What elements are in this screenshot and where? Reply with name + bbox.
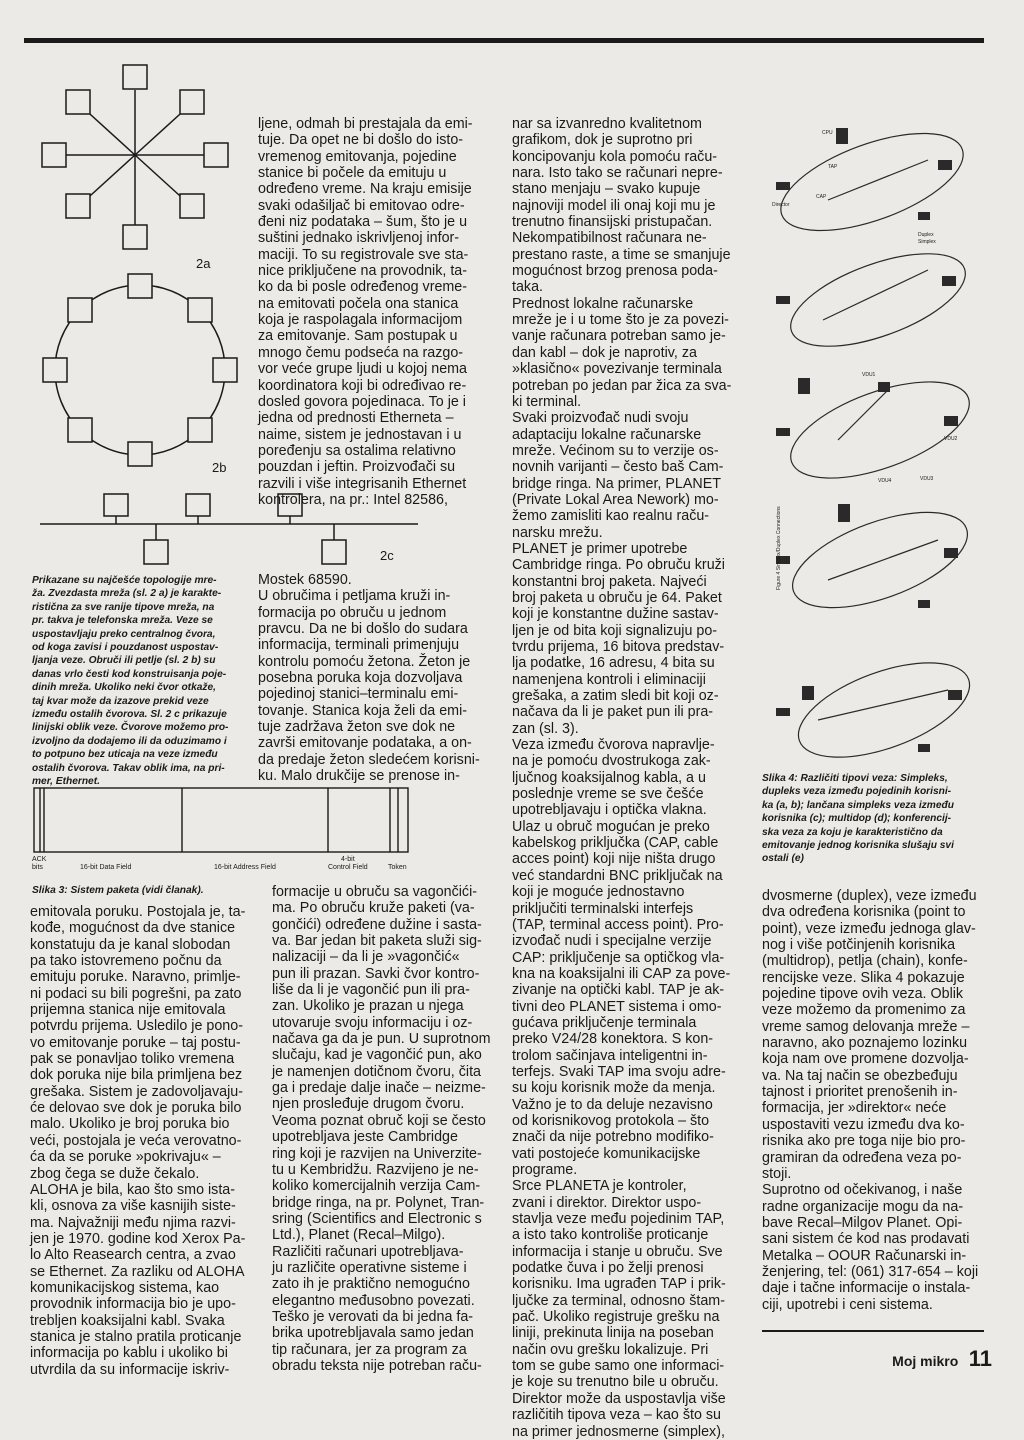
- svg-text:TAP: TAP: [828, 164, 838, 170]
- figure-3-caption: Slika 3: Sistem paketa (vidi članak).: [32, 885, 204, 896]
- column-2-top-text: ljene, odmah bi prestajala da emi- tuje. Da opet ne bi došlo do isto- vremenog emitovanja, pojedine stanice bi počele da emituju u određeno vreme. Na kraju emisije svaki odašiljač bi emitovao odre- đeni niz podataka – šum, što je u suštini jednako iskrivljenoj infor- maciji. To su registrovale sve sta- nice priključene na provodnik, ta- ko da bi posle određenog vreme- na emitovati počela ona stanica koja je raspolagala informacijom za emitovanje. Sam postupak u mnogo čemu podseća na razgo- vor veće grupe ljudi u kojoj nema koordinatora koji bi određivao re- dosled govora pojedinaca. To je i jedna od prednosti Etherneta – naime, sistem je jednostavan i u poređenju sa ostalima relativno pouzdan i jeftin. Proizvođači su razvili i više integrisanih Ethernet kontrolera, na pr.: Intel 82586,: [258, 116, 473, 508]
- svg-text:VDU2: VDU2: [944, 436, 958, 442]
- figure-2a-label: 2a: [196, 256, 211, 271]
- bottom-rule: [762, 1330, 984, 1332]
- packet-diagram: [30, 786, 414, 858]
- svg-text:Figure 4 Simplex/Duplex Connec: Figure 4 Simplex/Duplex Connections: [776, 506, 782, 590]
- page-footer: [892, 1346, 992, 1372]
- magazine-name: Moj mikro: [892, 1353, 959, 1369]
- packet-ack-label: ACK bits: [32, 856, 47, 871]
- packet-control-label: 4-bit Control Field: [328, 856, 368, 871]
- packet-data-label: 16-bit Data Field: [80, 864, 132, 871]
- packet-token-label: Token: [388, 864, 407, 871]
- figure-2c-label: 2c: [380, 548, 394, 563]
- svg-text:VDU3: VDU3: [920, 476, 934, 482]
- column-3-text: nar sa izvanredno kvalitetnom grafikom, dok je suprotno pri koncipovanju kola pomoću raču- nara. Isto tako se računari nepre- stano menjaju – svako kupuje najnoviji model ili onaj koji mu je trenutno finansijski pristupačan. Nekompatibilnost računara ne- prestano raste, a time se smanjuje mogućnost brzog prenosa poda- taka. Prednost lokalne računarske mreže je i u tome što je za povezi- vanje računara potreban samo je- dan kabl – dok je naprotiv, za »klasično« povezivanje terminala potreban po jedan par žica za sva- ki terminal. Svaki proizvođač nudi svoju adaptaciju lokalne računarske mreže. Većinom su to verzije os- novnih varijanti – često baš Cam- bridge ringa. Na primer, PLANET (Private Lokal Area Nework) mo- žemo zamisliti kao realnu raču- narsku mrežu. PLANET je primer upotrebe Cambridge ringa. Po obruču kruži konstantni broj paketa. Najveći broj paketa u obruču je 64. Paket koji je konstantne dužine sastav- ljen je od bita koji signalizuju po- tvrdu prijema, 16 bitova predstav- lja podatke, 16 adresu, 4 bita su namenjena kontroli i eliminaciji grešaka, a zatim sledi bit koji oz- načava da li je paket pun ili pra- zan (sl. 3). Veza između čvorova napravlje- na je pomoću dvostrukoga zak- ljučnog koaksijalnog kabla, a u poslednje vreme se sve češće upotrebljavaju i optička vlakna. Ulaz u obruč mogućan je preko kabelskog priključka (CAP, cable acces point) koji nije ništa drugo već standardni BNC priključak na koji je moguće jednostavno priključiti terminalski interfejs (TAP, terminal access point). Pro- izvođač nudi i specijalne verzije CAP: priključenje sa optičkog vla- kna na koaksijalni ili CAP za pove- zivanje na optički kabl. TAP je ak- tivni deo PLANET sistema i omo- gućava priključenje terminala preko V24/28 konektora. S kon- trolom sačinjava inteligentni in- terfejs. Svaki TAP ima svoju adre- su koju korisnik može da menja. Važno je to da deluje nezavisno od korisnikovog protokola – što znači da nije potrebno modifiko- vati postojeće komunikacijske programe. Srce PLANETA je kontroler, zvani i direktor. Direktor uspo- stavlja veze među pojedinim TAP, a isto tako kontroliše proticanje informacija i stanje u obruču. Sve podatke čuva i po želji prenosi korisniku. Ima ugrađen TAP i prik- ljučke za terminal, odnosno štam- pač. Ukoliko registruje grešku na liniji, prekinuta linija na poseban način ovu grešku lokalizuje. Pri tom se gube samo one informaci- je koje su trenutno bile u obruču. Direktor može da uspostavlja više različitih tipova veza – kao što su na primer jednosmerne (simplex),: [512, 116, 732, 1440]
- column-2-middle-text: Mostek 68590. U obručima i petljama kruži in- formacija po obruču u jednom pravcu. Da ne bi došlo do sudara informacija, terminali primenjuju kontrolu pomoću žetona. Žeton je posebna poruka koja dozvoljava pojedinoj stanici–terminalu emi- tovanje. Stanica koja želi da emi- tuje zadržava žeton sve dok ne završi emitovanje podataka, a on- da predaje žeton sledećem korisni- ku. Malo drukčije se prenose in-: [258, 572, 480, 785]
- figure-2b-label: 2b: [212, 460, 227, 475]
- svg-text:VDU4: VDU4: [878, 478, 892, 484]
- packet-address-label: 16-bit Address Field: [214, 864, 276, 871]
- svg-text:Duplex: Duplex: [918, 232, 934, 238]
- figure-2-caption: Prikazane su najčešće topologije mre- ža. Zvezdasta mreža (sl. 2 a) je karakte- ristična za sve ranije tipove mreža, na pr. takva je telefonska mreža. Veze se uspostavljaju preko centralnog čvora, od koga zavisi i pouzdanost uspostav- ljanja veze. Obruči ili petlje (sl. 2 b) su danas vrlo česti kod konstruisanja poje- dinih mreža. Ukoliko neki čvor otkaže, taj kvar može da izazove prekid veze između ostalih čvorova. Sl. 2 c prikazuje linijski oblik veze. Čvorove možemo pro- izvoljno da dodajemo ili da oduzimamo i to potpuno bez uticaja na veze između ostalih čvorova. Takav oblik ima, na pri- mer, Ethernet.: [32, 575, 229, 788]
- svg-text:Director: Director: [772, 202, 790, 208]
- column-1-bottom-text: emitovala poruku. Postojala je, ta- kođe, mogućnost da dve stanice konstatuju da je kanal slobodan pa tako istovremeno počnu da emituju poruke. Naravno, primlje- ni podaci su bili pogrešni, pa zato prijemna stanica nije emitovala potvrdu prijema. Usledilo je pono- vo emitovanje poruke – taj postu- pak se ponavljao toliko vremena dok poruka nije bila primljena bez grešaka. Sistem je zadovoljavaju- će delovao sve dok je poruka bilo malo. Ukoliko je broj poruka bio veći, postojala je veća verovatno- ća da se poruke »pokrivaju« – zbog čega se duže čekalo. ALOHA je bila, kao što smo ista- kli, osnova za više kasnijih siste- ma. Najvažniji među njima razvi- jen je 1970. godine kod Xerox Pa- lo Alto Reasearch centra, a zvao se Ethernet. Za razliku od ALOHA komunikacijskog sistema, kao provodnik informacija bio je upo- trebljen koaksijalni kabl. Svaka stanica je stalno pratila proticanje informacija po kablu i ukoliko bi utvrdila da su informacije iskriv-: [30, 904, 246, 1378]
- star-topology-diagram: [40, 60, 230, 260]
- column-2-bottom-text: formacije u obruču sa vagončići- ma. Po obruču kruže paketi (va- gončići) određene dužine i sasta- va. Bar jedan bit paketa služi sig- nalizaciji – da li je »vagončić« pun ili prazan. Savki čvor kontro- liše da li je vagončić pun ili pra- zan. Ukoliko je prazan u njega utovaruje svoju informaciju i oz- načava ga da je pun. U suprotnom slučaju, kad je vagončić pun, ako je namenjen dotičnom čvoru, čita ga i predaje dalje inače – neizme- njen prosleđuje drugom čvoru. Veoma poznat obruč koji se često upotrebljava jeste Cambridge ring koji je razvijen na Univerzite- tu u Kembridžu. Razvijeno je ne- koliko komercijalnih verzija Cam- bridge ringa, na pr. Polynet, Tran- sring (Scientifics and Electronic s Ltd.), Planet (Recal–Milgo). Različiti računari upotrebljava- ju različite operativne sisteme i zato ih je praktično nemogućno elegantno međusobno povezati. Teško je verovati da bi jedna fa- brika upotrebljavala samo jedan tip računara, jer za program za obradu teksta nije potreban raču-: [272, 884, 491, 1374]
- top-rule: [24, 38, 984, 43]
- svg-text:CAP: CAP: [816, 194, 827, 200]
- svg-text:Simplex: Simplex: [918, 239, 936, 245]
- connection-types-diagram: [768, 120, 990, 780]
- ring-topology-diagram: [40, 272, 240, 472]
- page-number: 11: [968, 1346, 992, 1371]
- svg-text:CPU: CPU: [822, 130, 833, 136]
- column-4-bottom-text: dvosmerne (duplex), veze između dva određena korisnika (point to point), veze između jednoga glav- nog i više potčinjenih korisnika (multidrop), petlja (chain), konfe- rencijske veze. Slika 4 pokazuje pojedine tipove ovih veza. Oblik veze možemo da promenimo za vreme samog delovanja mreže – naravno, ako poznajemo lozinku koja nam ove promene dozvolja- va. Na taj način se obezbeđuju tajnost i prioritet prenošenih in- formacija, jer »direktor« neće uspostaviti vezu između dva ko- risnika ako pre toga nije bio pro- gramiran da određena veza po- stoji. Suprotno od očekivanog, i naše radne organizacije mogu da na- bave Recal–Milgov Planet. Opi- sani sistem će kod nas prodavati Metalka – OOUR Računarski in- ženjering, tel: (061) 317-654 – koji daje i tačne informacije o instala- ciji, upotrebi i ceni sistema.: [762, 888, 979, 1313]
- svg-text:VDU1: VDU1: [862, 372, 876, 378]
- figure-4-caption: Slika 4: Različiti tipovi veza: Simpleks, dupleks veza između pojedinih korisni- ka (a, b); lančana simpleks veza između korisnika (c); multidop (d); konferencij- ska veza za koju je karakteristično da emitovanje jednog korisnika slušaju svi ostali (e): [762, 773, 954, 865]
